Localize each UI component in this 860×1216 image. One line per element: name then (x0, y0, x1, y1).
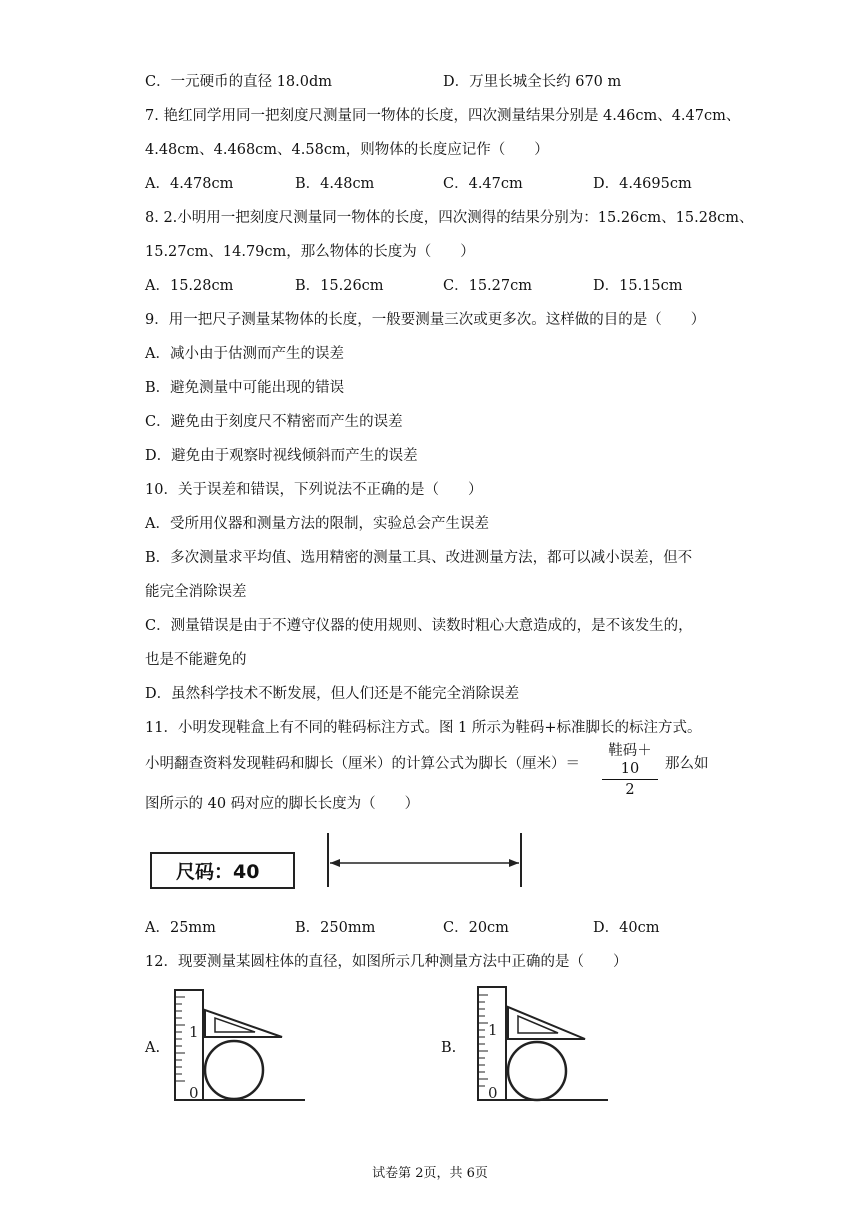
q11-option-b[interactable]: B．250mm (295, 920, 376, 936)
shoe-size-label-box: 尺码：40 (150, 852, 295, 889)
q11-option-c[interactable]: C．20cm (443, 920, 509, 936)
shoe-size-formula-fraction (600, 742, 660, 799)
q11-stem-line3: 图所示的 40 码对应的脚长长度为（ ） (145, 796, 420, 812)
q7-stem-line1: 7. 艳红同学用同一把刻度尺测量同一物体的长度，四次测量结果分别是 4.46cm、4.47cm、 (145, 108, 741, 124)
q11-stem-line2-pre: 小明翻查资料发现鞋码和脚长（厘米）的计算公式为脚长（厘米）＝ (145, 756, 580, 772)
formula-denominator: 2 (625, 782, 635, 798)
q10-option-d[interactable]: D．虽然科学技术不断发展，但人们还是不能完全消除误差 (145, 686, 520, 702)
q10-option-b-line1[interactable]: B．多次测量求平均值、选用精密的测量工具、改进测量方法，都可以减小误差，但不 (145, 550, 693, 566)
q7-option-c[interactable]: C．4.47cm (443, 176, 523, 192)
q6-option-c[interactable]: C．一元硬币的直径 18.0dm (145, 74, 333, 90)
q12-figure-b (470, 985, 610, 1105)
q12-a-ruler-label-1: 1 (189, 1023, 199, 1041)
q12-b-ruler-label-0: 0 (488, 1084, 498, 1102)
q9-option-b[interactable]: B．避免测量中可能出现的错误 (145, 380, 345, 396)
q6-options-row (145, 72, 745, 92)
foot-length-measure-line (325, 830, 525, 890)
q11-option-a[interactable]: A．25mm (145, 920, 216, 936)
q10-option-b-line2[interactable]: 能完全消除误差 (145, 584, 247, 600)
q12-b-ruler-label-1: 1 (488, 1021, 498, 1039)
q10-stem: 10．关于误差和错误，下列说法不正确的是（ ） (145, 482, 483, 498)
formula-fraction-bar (602, 779, 658, 780)
q10-option-c-line2[interactable]: 也是不能避免的 (145, 652, 247, 668)
q8-option-d[interactable]: D．15.15cm (593, 278, 683, 294)
q11-stem-line1: 11．小明发现鞋盒上有不同的鞋码标注方式。图 1 所示为鞋码+标准脚长的标注方式。 (145, 720, 702, 736)
q10-option-a[interactable]: A．受所用仪器和测量方法的限制，实验总会产生误差 (145, 516, 489, 532)
q12-option-a-label[interactable]: A. (145, 1040, 161, 1056)
formula-numerator: 鞋码＋10 (608, 743, 652, 777)
q12-stem: 12．现要测量某圆柱体的直径，如图所示几种测量方法中正确的是（ ） (145, 954, 628, 970)
q11-stem-line2-post: 那么如 (665, 756, 709, 772)
q8-option-b[interactable]: B．15.26cm (295, 278, 384, 294)
q7-option-d[interactable]: D．4.4695cm (593, 176, 692, 192)
page-footer: 试卷第 2页，共 6页 (372, 1166, 488, 1181)
q7-options-row (145, 174, 745, 194)
q8-stem-line1: 8. 2.小明用一把刻度尺测量同一物体的长度，四次测得的结果分别为：15.26cm、15.28cm、 (145, 210, 754, 226)
q6-option-d[interactable]: D．万里长城全长约 670 m (443, 74, 622, 90)
q11-option-d[interactable]: D．40cm (593, 920, 660, 936)
q8-option-c[interactable]: C．15.27cm (443, 278, 532, 294)
q12-figure-a (170, 985, 310, 1105)
q9-option-d[interactable]: D．避免由于观察时视线倾斜而产生的误差 (145, 448, 418, 464)
q11-options-row (145, 918, 745, 938)
q7-option-b[interactable]: B．4.48cm (295, 176, 375, 192)
q7-option-a[interactable]: A．4.478cm (145, 176, 234, 192)
q8-options-row (145, 276, 745, 296)
q8-option-a[interactable]: A．15.28cm (145, 278, 234, 294)
q8-stem-line2: 15.27cm、14.79cm，那么物体的长度为（ ） (145, 244, 475, 260)
q9-stem: 9．用一把尺子测量某物体的长度，一般要测量三次或更多次。这样做的目的是（ ） (145, 312, 706, 328)
q7-stem-line2: 4.48cm、4.468cm、4.58cm，则物体的长度应记作（ ） (145, 142, 549, 158)
q9-option-c[interactable]: C．避免由于刻度尺不精密而产生的误差 (145, 414, 403, 430)
q12-a-ruler-label-0: 0 (189, 1084, 199, 1102)
q12-option-b-label[interactable]: B. (441, 1040, 457, 1056)
q9-option-a[interactable]: A．减小由于估测而产生的误差 (145, 346, 344, 362)
q10-option-c-line1[interactable]: C．测量错误是由于不遵守仪器的使用规则、读数时粗心大意造成的，是不该发生的， (145, 618, 693, 634)
